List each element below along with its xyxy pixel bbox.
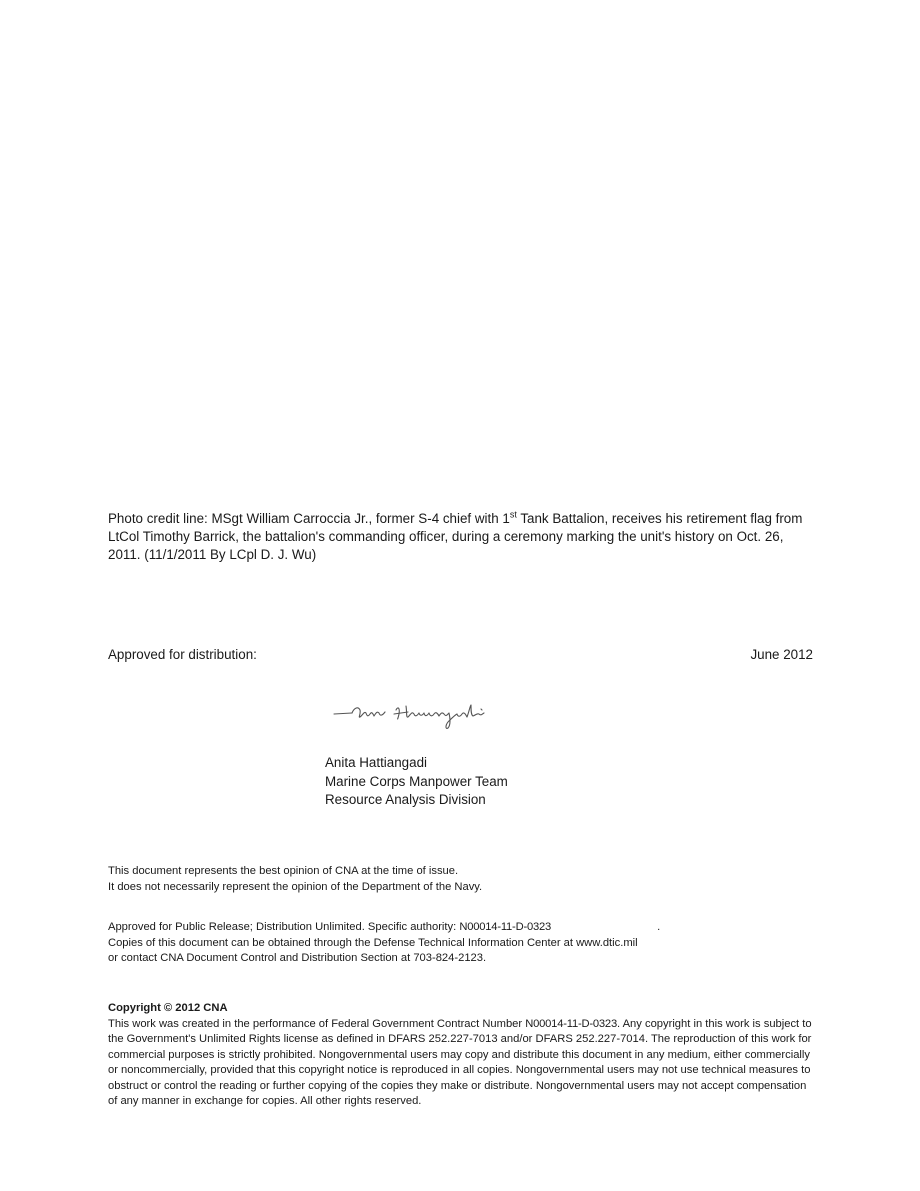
opinion-line-1: This document represents the best opinion of CNA at the time of issue. [108,865,459,877]
opinion-line-2: It does not necessarily represent the opinion of the Department of the Navy. [108,880,483,893]
photo-credit [108,510,813,564]
release-period: . [657,921,661,933]
release-line-2: Copies of this document can be obtained through the Defense Technical Information Center at www.dtic.mil [108,936,638,949]
signature-image [330,700,530,734]
photo-credit-text: Photo credit line: MSgt William Carroccia Jr., former S-4 chief with 1 [108,511,510,526]
approval-date: June 2012 [750,647,813,662]
release-contract-number: N00014-11-D-0323 [459,921,552,933]
release-line-3: or contact CNA Document Control and Distribution Section at 703-824-2123. [108,952,487,964]
copyright-text [108,1018,812,1108]
release-statement [108,920,813,967]
approval-label: Approved for distribution: [108,647,257,662]
copyright-contract-number: N00014-11-D-0323 [525,1017,617,1030]
copyright-heading: Copyright © 2012 CNA [108,1002,228,1014]
signer-name: Anita Hattiangadi [325,755,427,770]
release-line-1 [108,920,813,936]
copyright-notice [108,1001,813,1110]
release-authority-text: Approved for Public Release; Distribution Unlimited. Specific authority: [108,921,460,933]
ordinal-suffix: st [509,509,517,520]
signer-team: Marine Corps Manpower Team [325,773,508,789]
copyright-text-body: . Any copyright in this work is subject to the Government's Unlimited Rights license as defined in DFARS 252.227-7013 and/or DFARS 252.227-7014. The reproduction of this work for commercial purposes is strictly prohibited. Nongovernmental users may copy and distribute this document in any medium, either commercially or noncommercially, provided that this copyright notice is reproduced in all copies. Nongovernmental users may not use technical measures to obstruct or control the reading or further copying of the copies they make or distribute. Nongovernmental users may not accept compensation of any manner in exchange for copies. All other rights reserved. [108,1017,812,1107]
opinion-disclaimer [108,864,813,895]
signer-block [325,754,508,810]
photo-credit-text-cont: Tank Battalion, receives his retirement flag from LtCol Timothy Barrick, the battalion's commanding officer, during a ceremony marking the unit's history on Oct. 26, 2011. (11/1/2011 By LCpl D. J. Wu) [108,511,803,562]
signer-division: Resource Analysis Division [325,792,486,807]
copyright-text-prefix: This work was created in the performance of Federal Government Contract Number [108,1017,526,1030]
approval-row [108,647,813,662]
